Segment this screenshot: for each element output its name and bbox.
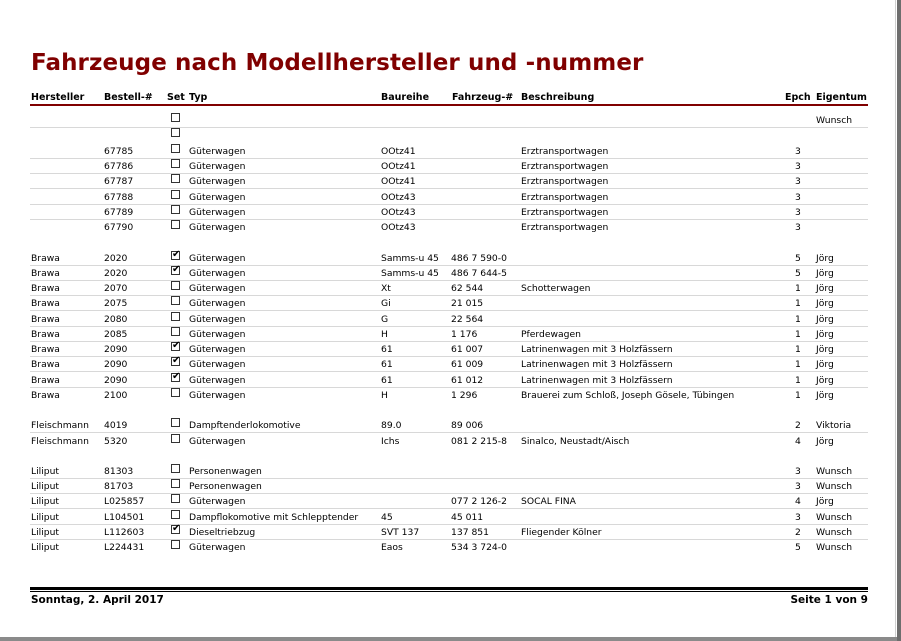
cell-baureihe: 45 [381, 512, 393, 523]
col-header-bestell: Bestell-# [104, 92, 153, 103]
cell-fahrzeug: 61 009 [451, 359, 484, 370]
cell-baureihe: G [381, 314, 389, 325]
col-header-set: Set [167, 92, 185, 103]
cell-beschreibung: Erztransportwagen [521, 222, 609, 233]
set-checkbox [171, 144, 180, 153]
cell-epch: 3 [795, 192, 801, 203]
header-rule [30, 104, 868, 106]
col-header-beschreibung: Beschreibung [521, 92, 595, 103]
set-checkbox [171, 342, 180, 351]
cell-bestell: 2080 [104, 314, 128, 325]
cell-eigentum: Wunsch [816, 466, 853, 477]
cell-fahrzeug: 61 012 [451, 375, 484, 386]
cell-bestell: 4019 [104, 420, 128, 431]
cell-fahrzeug: 89 006 [451, 420, 484, 431]
cell-hersteller: Fleischmann [31, 420, 89, 431]
cell-typ: Güterwagen [189, 253, 246, 264]
table-row [30, 158, 868, 174]
cell-baureihe: OOtz43 [381, 207, 416, 218]
cell-typ: Güterwagen [189, 314, 246, 325]
col-header-epch: Epch [785, 92, 811, 103]
check-icon: ✔ [172, 249, 181, 260]
cell-epch: 3 [795, 512, 801, 523]
cell-typ: Personenwagen [189, 466, 262, 477]
cell-baureihe: SVT 137 [381, 527, 420, 538]
cell-fahrzeug: 081 2 215-8 [451, 436, 507, 447]
cell-bestell: 67787 [104, 176, 134, 187]
cell-hersteller: Brawa [31, 344, 60, 355]
cell-eigentum: Wunsch [816, 527, 853, 538]
footer-date: Sonntag, 2. April 2017 [31, 594, 164, 606]
cell-baureihe: 61 [381, 359, 393, 370]
cell-bestell: L112603 [104, 527, 145, 538]
cell-fahrzeug: 62 544 [451, 283, 484, 294]
table-row [30, 250, 868, 266]
set-checkbox [171, 373, 180, 382]
table-row [30, 524, 868, 540]
col-header-hersteller: Hersteller [31, 92, 85, 103]
cell-baureihe: OOtz43 [381, 222, 416, 233]
set-checkbox [171, 434, 180, 443]
cell-bestell: 67789 [104, 207, 134, 218]
cell-bestell: 67788 [104, 192, 134, 203]
set-checkbox [171, 510, 180, 519]
cell-beschreibung: Fliegender Kölner [521, 527, 602, 538]
table-row [30, 493, 868, 509]
set-checkbox [171, 388, 180, 397]
cell-bestell: 67786 [104, 161, 134, 172]
cell-hersteller: Brawa [31, 253, 60, 264]
cell-baureihe: Eaos [381, 542, 403, 553]
cell-beschreibung: SOCAL FINA [521, 496, 576, 507]
set-checkbox [171, 281, 180, 290]
cell-typ: Güterwagen [189, 222, 246, 233]
cell-bestell: L104501 [104, 512, 145, 523]
cell-eigentum: Jörg [816, 496, 834, 507]
footer-rule-thin [30, 591, 868, 592]
table-row [30, 265, 868, 281]
cell-bestell: 2075 [104, 298, 128, 309]
table-row [30, 204, 868, 220]
set-checkbox [171, 190, 180, 199]
cell-typ: Güterwagen [189, 192, 246, 203]
cell-eigentum: Wunsch [816, 512, 853, 523]
cell-fahrzeug: 534 3 724-0 [451, 542, 507, 553]
col-header-typ: Typ [189, 92, 208, 103]
table-row [30, 189, 868, 205]
cell-hersteller: Liliput [31, 512, 60, 523]
cell-beschreibung: Sinalco, Neustadt/Aisch [521, 436, 630, 447]
cell-eigentum: Jörg [816, 344, 834, 355]
cell-eigentum: Jörg [816, 436, 834, 447]
cell-fahrzeug: 1 176 [451, 329, 478, 340]
cell-epch: 3 [795, 481, 801, 492]
report-title: Fahrzeuge nach Modellhersteller und -nummer [31, 50, 644, 76]
cell-typ: Güterwagen [189, 436, 246, 447]
set-checkbox [171, 174, 180, 183]
cell-bestell: L025857 [104, 496, 145, 507]
cell-epch: 4 [795, 496, 801, 507]
cell-bestell: 2085 [104, 329, 128, 340]
cell-hersteller: Brawa [31, 268, 60, 279]
cell-fahrzeug: 137 851 [451, 527, 489, 538]
cell-eigentum: Jörg [816, 298, 834, 309]
cell-bestell: 67785 [104, 146, 134, 157]
cell-epch: 5 [795, 253, 801, 264]
cell-beschreibung: Erztransportwagen [521, 161, 609, 172]
cell-hersteller: Brawa [31, 390, 60, 401]
cell-typ: Güterwagen [189, 161, 246, 172]
cell-epch: 3 [795, 207, 801, 218]
cell-typ: Güterwagen [189, 283, 246, 294]
cell-hersteller: Liliput [31, 496, 60, 507]
cell-bestell: 67790 [104, 222, 134, 233]
cell-hersteller: Fleischmann [31, 436, 89, 447]
cell-typ: Güterwagen [189, 390, 246, 401]
cell-eigentum: Viktoria [816, 420, 852, 431]
cell-bestell: L224431 [104, 542, 145, 553]
table-row [30, 311, 868, 327]
cell-baureihe: Samms-u 45 [381, 268, 439, 279]
set-checkbox [171, 251, 180, 260]
table-row [30, 326, 868, 342]
set-checkbox [171, 113, 180, 122]
cell-fahrzeug: 077 2 126-2 [451, 496, 507, 507]
table-row [30, 509, 868, 525]
cell-typ: Güterwagen [189, 329, 246, 340]
cell-baureihe: 61 [381, 375, 393, 386]
cell-fahrzeug: 486 7 590-0 [451, 253, 507, 264]
window-edge-highlight [895, 0, 896, 637]
cell-epch: 3 [795, 146, 801, 157]
cell-eigentum: Jörg [816, 253, 834, 264]
footer-rule [30, 587, 868, 590]
set-checkbox [171, 296, 180, 305]
table-row [30, 143, 868, 159]
set-checkbox [171, 220, 180, 229]
cell-fahrzeug: 45 011 [451, 512, 484, 523]
cell-typ: Güterwagen [189, 298, 246, 309]
cell-typ: Personenwagen [189, 481, 262, 492]
cell-eigentum: Jörg [816, 375, 834, 386]
cell-typ: Güterwagen [189, 375, 246, 386]
cell-typ: Güterwagen [189, 146, 246, 157]
cell-baureihe: Xt [381, 283, 391, 294]
cell-baureihe: 61 [381, 344, 393, 355]
table-row [30, 280, 868, 296]
table-row [30, 112, 868, 128]
cell-eigentum: Wunsch [816, 542, 853, 553]
table-row [30, 219, 868, 234]
cell-beschreibung: Latrinenwagen mit 3 Holzfässern [521, 359, 673, 370]
cell-beschreibung: Latrinenwagen mit 3 Holzfässern [521, 344, 673, 355]
cell-typ: Güterwagen [189, 496, 246, 507]
cell-epch: 1 [795, 314, 801, 325]
set-checkbox [171, 525, 180, 534]
cell-eigentum: Jörg [816, 390, 834, 401]
set-checkbox [171, 464, 180, 473]
cell-epch: 2 [795, 527, 801, 538]
check-icon: ✔ [172, 264, 181, 275]
cell-epch: 2 [795, 420, 801, 431]
cell-epch: 1 [795, 390, 801, 401]
col-header-baureihe: Baureihe [381, 92, 430, 103]
cell-fahrzeug: 21 015 [451, 298, 484, 309]
cell-baureihe: 89.0 [381, 420, 402, 431]
table-row [30, 173, 868, 189]
table-row [30, 478, 868, 494]
cell-epch: 5 [795, 268, 801, 279]
col-header-fahrzeug: Fahrzeug-# [452, 92, 514, 103]
cell-epch: 5 [795, 542, 801, 553]
cell-typ: Güterwagen [189, 542, 246, 553]
check-icon: ✔ [172, 340, 181, 351]
cell-beschreibung: Erztransportwagen [521, 207, 609, 218]
table-row [30, 417, 868, 433]
cell-hersteller: Brawa [31, 359, 60, 370]
cell-eigentum: Jörg [816, 359, 834, 370]
cell-bestell: 2100 [104, 390, 128, 401]
cell-epch: 1 [795, 375, 801, 386]
cell-hersteller: Brawa [31, 298, 60, 309]
cell-eigentum: Wunsch [816, 115, 853, 126]
cell-baureihe: H [381, 390, 388, 401]
table-row [30, 539, 868, 554]
table-row [30, 341, 868, 357]
set-checkbox [171, 357, 180, 366]
cell-hersteller: Brawa [31, 283, 60, 294]
cell-eigentum: Jörg [816, 314, 834, 325]
cell-typ: Dieseltriebzug [189, 527, 256, 538]
cell-fahrzeug: 1 296 [451, 390, 478, 401]
cell-baureihe: OOtz41 [381, 161, 416, 172]
set-checkbox [171, 479, 180, 488]
cell-bestell: 81303 [104, 466, 134, 477]
cell-fahrzeug: 22 564 [451, 314, 484, 325]
cell-typ: Güterwagen [189, 268, 246, 279]
check-icon: ✔ [172, 355, 181, 366]
cell-bestell: 2020 [104, 253, 128, 264]
cell-eigentum: Jörg [816, 329, 834, 340]
cell-bestell: 2070 [104, 283, 128, 294]
cell-bestell: 2090 [104, 359, 128, 370]
set-checkbox [171, 540, 180, 549]
set-checkbox [171, 266, 180, 275]
set-checkbox [171, 327, 180, 336]
table-row [30, 356, 868, 372]
cell-typ: Dampflokomotive mit Schlepptender [189, 512, 359, 523]
cell-baureihe: Gi [381, 298, 391, 309]
cell-hersteller: Liliput [31, 542, 60, 553]
cell-baureihe: OOtz43 [381, 192, 416, 203]
cell-epch: 3 [795, 466, 801, 477]
cell-epch: 3 [795, 222, 801, 233]
cell-epch: 3 [795, 161, 801, 172]
cell-baureihe: OOtz41 [381, 146, 416, 157]
cell-baureihe: Samms-u 45 [381, 253, 439, 264]
cell-baureihe: H [381, 329, 388, 340]
cell-eigentum: Wunsch [816, 481, 853, 492]
window-right-border [897, 0, 901, 641]
cell-epch: 1 [795, 329, 801, 340]
cell-typ: Güterwagen [189, 359, 246, 370]
table-row [30, 127, 868, 142]
cell-beschreibung: Brauerei zum Schloß, Joseph Gösele, Tübingen [521, 390, 735, 401]
table-row [30, 463, 868, 479]
cell-bestell: 2020 [104, 268, 128, 279]
cell-beschreibung: Schotterwagen [521, 283, 591, 294]
cell-fahrzeug: 61 007 [451, 344, 484, 355]
cell-beschreibung: Erztransportwagen [521, 176, 609, 187]
set-checkbox [171, 128, 180, 137]
cell-fahrzeug: 486 7 644-5 [451, 268, 507, 279]
cell-bestell: 81703 [104, 481, 134, 492]
cell-epch: 1 [795, 283, 801, 294]
check-icon: ✔ [172, 523, 181, 534]
cell-typ: Güterwagen [189, 176, 246, 187]
cell-beschreibung: Pferdewagen [521, 329, 581, 340]
set-checkbox [171, 312, 180, 321]
table-row [30, 387, 868, 402]
footer-page-number: Seite 1 von 9 [790, 594, 868, 606]
cell-eigentum: Jörg [816, 268, 834, 279]
cell-baureihe: Ichs [381, 436, 400, 447]
cell-hersteller: Liliput [31, 466, 60, 477]
cell-hersteller: Brawa [31, 314, 60, 325]
check-icon: ✔ [172, 371, 181, 382]
set-checkbox [171, 159, 180, 168]
cell-epch: 3 [795, 176, 801, 187]
cell-epch: 1 [795, 359, 801, 370]
table-row [30, 295, 868, 311]
cell-bestell: 2090 [104, 375, 128, 386]
cell-hersteller: Liliput [31, 527, 60, 538]
table-row [30, 433, 868, 448]
col-header-eigentum: Eigentum [816, 92, 867, 103]
cell-eigentum: Jörg [816, 283, 834, 294]
cell-bestell: 5320 [104, 436, 128, 447]
table-row [30, 372, 868, 388]
cell-epch: 1 [795, 344, 801, 355]
cell-typ: Güterwagen [189, 344, 246, 355]
set-checkbox [171, 494, 180, 503]
cell-hersteller: Brawa [31, 329, 60, 340]
cell-beschreibung: Erztransportwagen [521, 192, 609, 203]
cell-epch: 4 [795, 436, 801, 447]
window-bottom-border [0, 637, 897, 641]
set-checkbox [171, 205, 180, 214]
cell-beschreibung: Latrinenwagen mit 3 Holzfässern [521, 375, 673, 386]
cell-bestell: 2090 [104, 344, 128, 355]
cell-epch: 1 [795, 298, 801, 309]
cell-baureihe: OOtz41 [381, 176, 416, 187]
set-checkbox [171, 418, 180, 427]
cell-hersteller: Brawa [31, 375, 60, 386]
cell-hersteller: Liliput [31, 481, 60, 492]
cell-typ: Dampftenderlokomotive [189, 420, 301, 431]
cell-beschreibung: Erztransportwagen [521, 146, 609, 157]
cell-typ: Güterwagen [189, 207, 246, 218]
